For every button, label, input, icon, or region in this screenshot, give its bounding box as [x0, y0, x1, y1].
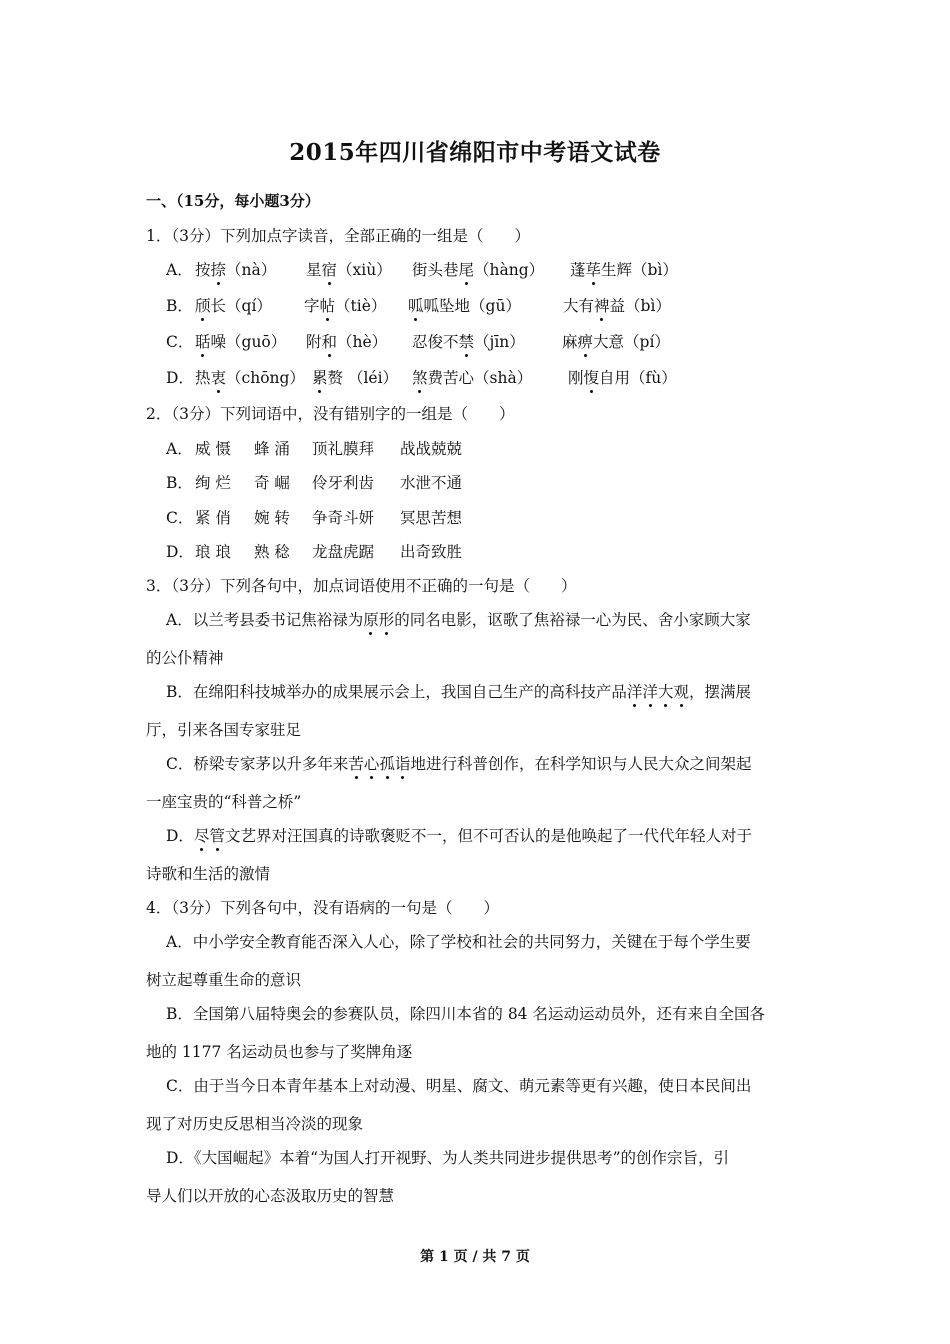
emphasis-dot-char: 荜 — [586, 258, 602, 280]
q4-option-b-line1: B．全国第八届特奥会的参赛队员，除四川本省的 84 名运动运动员外，还有来自全国各 — [166, 1005, 765, 1023]
q3-option-c-line2: 一座宝贵的“科普之桥” — [146, 793, 302, 811]
emphasis-dot-char: 捺 — [211, 258, 227, 280]
exam-page: 2015年四川省绵阳市中考语文试卷 一、（15分，每小题3分） 1．（3分）下列加点字读音，全部正确的一组是（ ） A． 按捺（nà） 星宿（xiù） 街头巷尾（hàng） 蓬荜生辉（bì） B． 颀长（qí） 字帖（tiè） 呱呱坠地（gū） 大有裨益（bì） C． 聒噪（guō） 附和（hè） 忍俊不禁（jīn） 麻痹大意（pí） D． 热衷（chōng） 累赘 （léi） 煞费苦心（shà） 刚愎自用（fù） 2．（3分）下列词语中，没有错别字的一组是（ ） A． 威 慑 蜂 涌 顶礼膜拜 战战兢兢 B． 绚 烂 奇 崛 伶牙利齿 水泄不通 C． 紧 俏 婉 转 争奇斗妍 冥思苦想 D． 琅 琅 熟 稔 龙盘虎踞 出奇致胜 3．（3分）下列各句中，加点词语使用不正确的一句是（ ） A．以兰考县委书记焦裕禄为原形的同名电影，讴歌了焦裕禄一心为民、舍小家顾大家 的公仆精神 B．在绵阳科技城举办的成果展示会上，我国自己生产的高科技产品洋洋大观，摆满展 厅，引来各国专家驻足 C．桥梁专家茅以升多年来苦心孤诣地进行科普创作，在科学知识与人民大众之间架起 一座宝贵的“科普之桥” D．尽管文艺界对汪国真的诗歌褒贬不一，但不可否认的是他唤起了一代代年轻人对于 诗歌和生活的激情 4．（3分）下列各句中，没有语病的一句是（ ） A．中小学安全教育能否深入人心，除了学校和社会的共同努力，关键在于每个学生要 树立起尊重生命的意识 B．全国第八届特奥会的参赛队员，除四川本省的 84 名运动运动员外，还有来自全国各 地的 1177 名运动员也参与了奖牌角逐 C．由于当今日本青年基本上对动漫、明星、腐文、萌元素等更有兴趣，使日本民间出 现了对历史反思相当冷淡的现象 D．《大国崛起》本着“为国人打开视野、为人类共同进步提供思考”的创作宗旨，引 导人们以开放的心态汲取历史的智慧 第 1 页 / 共 7 页 — [0, 0, 950, 1344]
q3-option-a-line2: 的公仆精神 — [146, 649, 224, 667]
emphasis-dot-char: 裨 — [594, 294, 610, 316]
emphasis-dot-char: 帖 — [320, 294, 336, 316]
emphasis-dot-char: 宿 — [322, 258, 338, 280]
emphasis-dot-char: 累 — [312, 366, 328, 388]
emphasis-dot-char: 颀 — [195, 294, 211, 316]
emphasis-dot-char: 尾 — [459, 258, 475, 280]
q3-option-b-line1: B．在绵阳科技城举办的成果展示会上，我国自己生产的高科技产品洋洋大观，摆满展 — [166, 680, 751, 702]
q2-stem: 2．（3分）下列词语中，没有错别字的一组是（ ） — [146, 405, 515, 423]
emphasis-dot-char: 衷 — [211, 366, 227, 388]
emphasis-dotted-word: 洋洋大观 — [627, 683, 689, 701]
q4-option-c-line2: 现了对历史反思相当冷淡的现象 — [146, 1115, 364, 1133]
section-heading: 一、（15分，每小题3分） — [146, 192, 320, 210]
q4-option-c-line1: C．由于当今日本青年基本上对动漫、明星、腐文、萌元素等更有兴趣，使日本民间出 — [166, 1077, 752, 1095]
q3-option-b-line2: 厅，引来各国专家驻足 — [146, 721, 302, 739]
emphasis-dotted-word: 尽管 — [194, 827, 225, 845]
q4-option-d-line2: 导人们以开放的心态汲取历史的智慧 — [146, 1187, 395, 1205]
page-footer: 第 1 页 / 共 7 页 — [420, 1249, 530, 1265]
q4-option-a-line2: 树立起尊重生命的意识 — [146, 971, 302, 989]
emphasis-dotted-word: 苦心孤诣 — [348, 755, 410, 773]
emphasis-dot-char: 痹 — [578, 330, 594, 352]
q4-stem: 4．（3分）下列各句中，没有语病的一句是（ ） — [146, 899, 499, 917]
emphasis-dot-char: 呱 — [408, 294, 424, 316]
q3-option-d-line2: 诗歌和生活的激情 — [146, 865, 271, 883]
q3-option-a-line1: A．以兰考县委书记焦裕禄为原形的同名电影，讴歌了焦裕禄一心为民、舍小家顾大家 — [166, 608, 751, 630]
emphasis-dot-char: 禁 — [459, 330, 475, 352]
page-title: 2015年四川省绵阳市中考语文试卷 — [289, 139, 661, 166]
q4-option-b-line2: 地的 1177 名运动员也参与了奖牌角逐 — [146, 1043, 413, 1061]
q4-option-a-line1: A．中小学安全教育能否深入人心，除了学校和社会的共同努力，关键在于每个学生要 — [166, 933, 751, 951]
q3-stem: 3．（3分）下列各句中，加点词语使用不正确的一句是（ ） — [146, 577, 577, 595]
q1-stem: 1．（3分）下列加点字读音，全部正确的一组是（ ） — [146, 227, 530, 245]
emphasis-dot-char: 和 — [322, 330, 338, 352]
emphasis-dot-char: 聒 — [195, 330, 211, 352]
q3-option-d-line1: D．尽管文艺界对汪国真的诗歌褒贬不一，但不可否认的是他唤起了一代代年轻人对于 — [166, 824, 752, 846]
emphasis-dot-char: 愎 — [584, 366, 600, 388]
emphasis-dotted-word: 原形 — [363, 611, 394, 629]
q3-option-c-line1: C．桥梁专家茅以升多年来苦心孤诣地进行科普创作，在科学知识与人民大众之间架起 — [166, 752, 751, 774]
q4-option-d-line1: D．《大国崛起》本着“为国人打开视野、为人类共同进步提供思考”的创作宗旨，引 — [166, 1149, 730, 1167]
emphasis-dot-char: 煞 — [412, 366, 428, 388]
